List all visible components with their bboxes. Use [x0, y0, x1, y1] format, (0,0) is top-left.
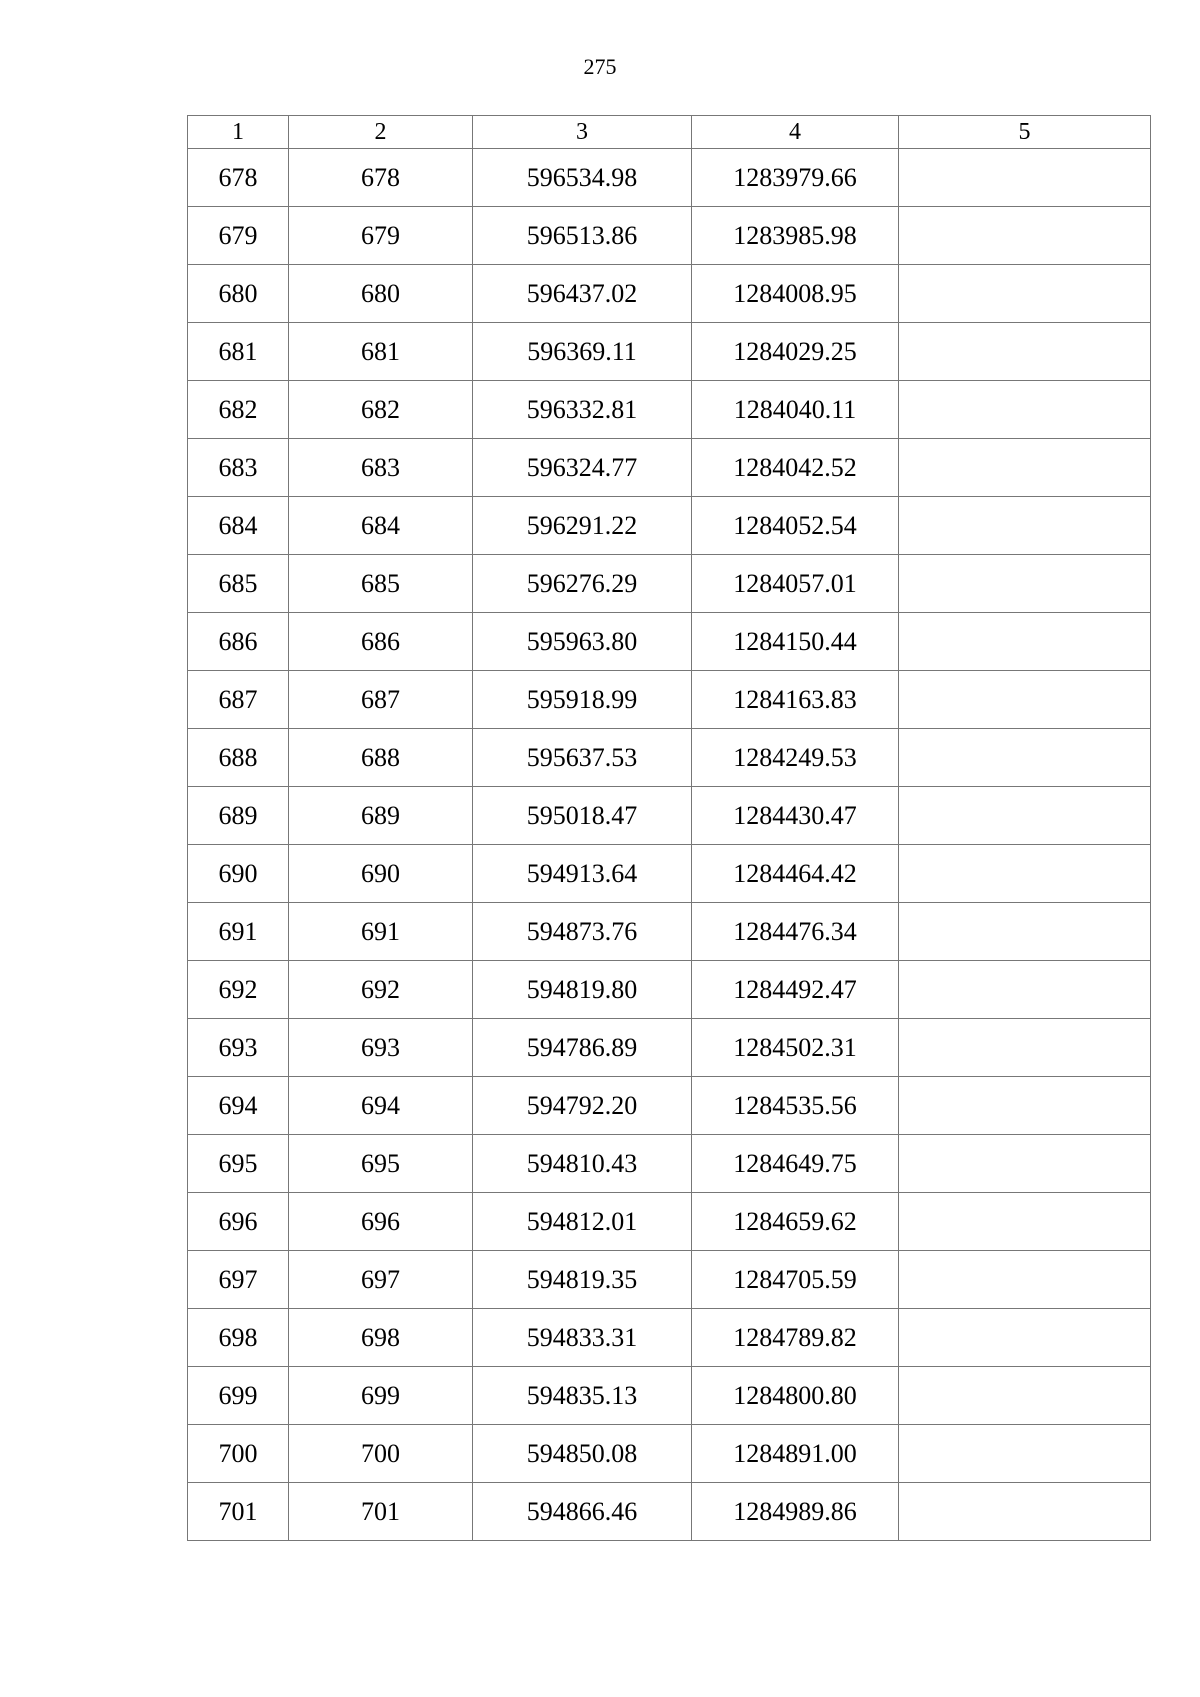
x-coordinate-cell: 596276.29	[473, 555, 692, 613]
y-coordinate-cell: 1284029.25	[692, 323, 899, 381]
y-coordinate-cell: 1283985.98	[692, 207, 899, 265]
point-label-cell: 683	[289, 439, 473, 497]
point-number-cell: 690	[188, 845, 289, 903]
point-label-cell: 697	[289, 1251, 473, 1309]
x-coordinate-cell: 594792.20	[473, 1077, 692, 1135]
point-label-cell: 690	[289, 845, 473, 903]
point-number-cell: 701	[188, 1483, 289, 1541]
y-coordinate-cell: 1284430.47	[692, 787, 899, 845]
x-coordinate-cell: 596437.02	[473, 265, 692, 323]
y-coordinate-cell: 1284659.62	[692, 1193, 899, 1251]
point-label-cell: 700	[289, 1425, 473, 1483]
point-label-cell: 680	[289, 265, 473, 323]
column-header-5: 5	[899, 116, 1151, 149]
table-body	[188, 149, 1151, 1541]
x-coordinate-cell: 594812.01	[473, 1193, 692, 1251]
y-coordinate-cell: 1284249.53	[692, 729, 899, 787]
point-number-cell: 699	[188, 1367, 289, 1425]
note-cell	[899, 323, 1151, 381]
point-label-cell: 689	[289, 787, 473, 845]
note-cell	[899, 1135, 1151, 1193]
x-coordinate-cell: 594819.35	[473, 1251, 692, 1309]
note-cell	[899, 1019, 1151, 1077]
note-cell	[899, 1251, 1151, 1309]
note-cell	[899, 1077, 1151, 1135]
note-cell	[899, 961, 1151, 1019]
table-row	[188, 961, 1151, 1019]
point-label-cell: 699	[289, 1367, 473, 1425]
point-label-cell: 686	[289, 613, 473, 671]
x-coordinate-cell: 596513.86	[473, 207, 692, 265]
table-header	[188, 116, 1151, 149]
table-row	[188, 381, 1151, 439]
point-number-cell: 692	[188, 961, 289, 1019]
x-coordinate-cell: 594810.43	[473, 1135, 692, 1193]
y-coordinate-cell: 1284040.11	[692, 381, 899, 439]
table-row	[188, 497, 1151, 555]
column-header-4: 4	[692, 116, 899, 149]
note-cell	[899, 265, 1151, 323]
note-cell	[899, 381, 1151, 439]
y-coordinate-cell: 1284163.83	[692, 671, 899, 729]
x-coordinate-cell: 594819.80	[473, 961, 692, 1019]
x-coordinate-cell: 594866.46	[473, 1483, 692, 1541]
table-row	[188, 1077, 1151, 1135]
table-row	[188, 1019, 1151, 1077]
y-coordinate-cell: 1284008.95	[692, 265, 899, 323]
header-row	[188, 116, 1151, 149]
page-number: 275	[583, 54, 617, 79]
note-cell	[899, 207, 1151, 265]
note-cell	[899, 729, 1151, 787]
x-coordinate-cell: 596324.77	[473, 439, 692, 497]
note-cell	[899, 149, 1151, 207]
table-row	[188, 1425, 1151, 1483]
y-coordinate-cell: 1283979.66	[692, 149, 899, 207]
table-row	[188, 729, 1151, 787]
point-number-cell: 694	[188, 1077, 289, 1135]
point-label-cell: 701	[289, 1483, 473, 1541]
x-coordinate-cell: 595918.99	[473, 671, 692, 729]
point-label-cell: 696	[289, 1193, 473, 1251]
coordinates-table	[187, 115, 1151, 1541]
point-number-cell: 684	[188, 497, 289, 555]
point-number-cell: 681	[188, 323, 289, 381]
table-row	[188, 323, 1151, 381]
point-label-cell: 698	[289, 1309, 473, 1367]
table-row	[188, 1483, 1151, 1541]
y-coordinate-cell: 1284502.31	[692, 1019, 899, 1077]
x-coordinate-cell: 594913.64	[473, 845, 692, 903]
x-coordinate-cell: 596332.81	[473, 381, 692, 439]
table-row	[188, 265, 1151, 323]
point-label-cell: 693	[289, 1019, 473, 1077]
note-cell	[899, 1483, 1151, 1541]
x-coordinate-cell: 594873.76	[473, 903, 692, 961]
y-coordinate-cell: 1284052.54	[692, 497, 899, 555]
y-coordinate-cell: 1284705.59	[692, 1251, 899, 1309]
x-coordinate-cell: 594850.08	[473, 1425, 692, 1483]
point-number-cell: 691	[188, 903, 289, 961]
point-label-cell: 691	[289, 903, 473, 961]
note-cell	[899, 1309, 1151, 1367]
note-cell	[899, 1367, 1151, 1425]
point-label-cell: 679	[289, 207, 473, 265]
point-label-cell: 684	[289, 497, 473, 555]
y-coordinate-cell: 1284989.86	[692, 1483, 899, 1541]
note-cell	[899, 439, 1151, 497]
point-number-cell: 682	[188, 381, 289, 439]
table-row	[188, 149, 1151, 207]
y-coordinate-cell: 1284891.00	[692, 1425, 899, 1483]
point-number-cell: 688	[188, 729, 289, 787]
table-row	[188, 1309, 1151, 1367]
table-row	[188, 671, 1151, 729]
point-number-cell: 698	[188, 1309, 289, 1367]
point-label-cell: 694	[289, 1077, 473, 1135]
table-row	[188, 903, 1151, 961]
note-cell	[899, 613, 1151, 671]
x-coordinate-cell: 595018.47	[473, 787, 692, 845]
point-label-cell: 678	[289, 149, 473, 207]
point-number-cell: 700	[188, 1425, 289, 1483]
y-coordinate-cell: 1284535.56	[692, 1077, 899, 1135]
point-number-cell: 696	[188, 1193, 289, 1251]
point-number-cell: 686	[188, 613, 289, 671]
x-coordinate-cell: 595963.80	[473, 613, 692, 671]
point-label-cell: 688	[289, 729, 473, 787]
column-header-1: 1	[188, 116, 289, 149]
x-coordinate-cell: 596534.98	[473, 149, 692, 207]
y-coordinate-cell: 1284150.44	[692, 613, 899, 671]
point-number-cell: 680	[188, 265, 289, 323]
y-coordinate-cell: 1284464.42	[692, 845, 899, 903]
table-row	[188, 1193, 1151, 1251]
column-header-3: 3	[473, 116, 692, 149]
table-row	[188, 207, 1151, 265]
x-coordinate-cell: 594786.89	[473, 1019, 692, 1077]
table-row	[188, 845, 1151, 903]
note-cell	[899, 1425, 1151, 1483]
table-row	[188, 1367, 1151, 1425]
point-number-cell: 693	[188, 1019, 289, 1077]
table-row	[188, 439, 1151, 497]
note-cell	[899, 787, 1151, 845]
point-number-cell: 689	[188, 787, 289, 845]
x-coordinate-cell: 596291.22	[473, 497, 692, 555]
y-coordinate-cell: 1284789.82	[692, 1309, 899, 1367]
table-row	[188, 1135, 1151, 1193]
point-number-cell: 695	[188, 1135, 289, 1193]
note-cell	[899, 555, 1151, 613]
point-number-cell: 685	[188, 555, 289, 613]
point-number-cell: 679	[188, 207, 289, 265]
y-coordinate-cell: 1284492.47	[692, 961, 899, 1019]
point-label-cell: 687	[289, 671, 473, 729]
note-cell	[899, 903, 1151, 961]
y-coordinate-cell: 1284042.52	[692, 439, 899, 497]
point-label-cell: 685	[289, 555, 473, 613]
note-cell	[899, 671, 1151, 729]
note-cell	[899, 1193, 1151, 1251]
point-label-cell: 692	[289, 961, 473, 1019]
x-coordinate-cell: 596369.11	[473, 323, 692, 381]
x-coordinate-cell: 595637.53	[473, 729, 692, 787]
point-number-cell: 697	[188, 1251, 289, 1309]
note-cell	[899, 845, 1151, 903]
y-coordinate-cell: 1284649.75	[692, 1135, 899, 1193]
table-row	[188, 555, 1151, 613]
note-cell	[899, 497, 1151, 555]
point-number-cell: 678	[188, 149, 289, 207]
table-row	[188, 1251, 1151, 1309]
point-number-cell: 683	[188, 439, 289, 497]
x-coordinate-cell: 594833.31	[473, 1309, 692, 1367]
y-coordinate-cell: 1284800.80	[692, 1367, 899, 1425]
point-number-cell: 687	[188, 671, 289, 729]
y-coordinate-cell: 1284476.34	[692, 903, 899, 961]
point-label-cell: 681	[289, 323, 473, 381]
x-coordinate-cell: 594835.13	[473, 1367, 692, 1425]
point-label-cell: 682	[289, 381, 473, 439]
column-header-2: 2	[289, 116, 473, 149]
point-label-cell: 695	[289, 1135, 473, 1193]
y-coordinate-cell: 1284057.01	[692, 555, 899, 613]
table-row	[188, 787, 1151, 845]
table-row	[188, 613, 1151, 671]
